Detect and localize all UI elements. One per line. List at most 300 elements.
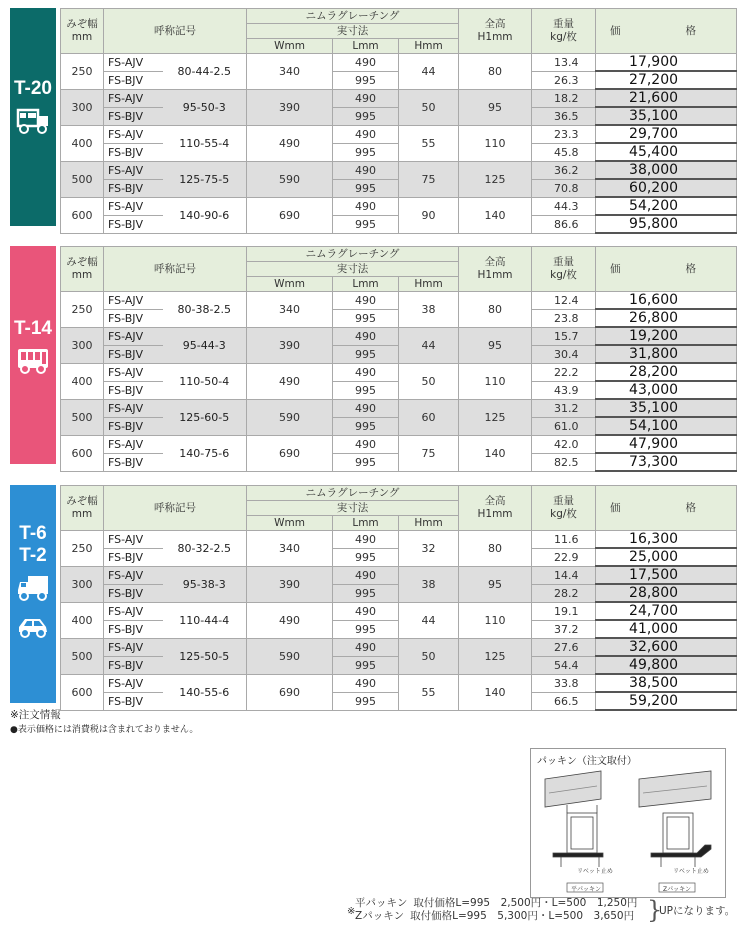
weight-b-cell: 36.5 [532, 107, 596, 125]
spec-table [60, 8, 737, 234]
width-cell: 300 [61, 327, 104, 363]
model-b-cell: FS-BJV [104, 179, 163, 197]
name-cell: 125-60-5 [163, 399, 247, 435]
width-header [61, 486, 104, 531]
price-b-cell: 73,300 [596, 453, 737, 471]
l-long-cell: 995 [333, 309, 399, 327]
packing-prices [347, 896, 736, 924]
h-cell: 75 [399, 435, 459, 471]
l-long-cell: 995 [333, 656, 399, 674]
name-cell: 110-50-4 [163, 363, 247, 399]
width-cell: 600 [61, 674, 104, 710]
packing-suffix: UPになります。 [659, 905, 736, 917]
model-a-cell: FS-AJV [104, 54, 163, 72]
z-packing-row [355, 910, 637, 923]
h-cell: 32 [399, 531, 459, 567]
model-b-cell: FS-BJV [104, 453, 163, 471]
price-b-cell: 35,100 [596, 107, 737, 125]
weight-a-cell: 23.3 [532, 125, 596, 143]
table-row [61, 161, 737, 179]
price-label-b: 格 [685, 262, 697, 275]
weight-b-cell: 26.3 [532, 71, 596, 89]
car-icon [16, 613, 50, 643]
weight-header [532, 247, 596, 292]
truck-icon [16, 106, 50, 140]
weight-a-cell: 44.3 [532, 197, 596, 215]
name-cell: 125-50-5 [163, 638, 247, 674]
l-long-cell: 995 [333, 215, 399, 233]
h-cell: 50 [399, 638, 459, 674]
height-unit: H1mm [477, 31, 513, 43]
l-short-cell: 490 [333, 54, 399, 72]
price-b-cell: 25,000 [596, 548, 737, 566]
h-cell: 75 [399, 161, 459, 197]
h1-cell: 140 [459, 674, 532, 710]
h1-cell: 140 [459, 197, 532, 233]
h-cell: 44 [399, 602, 459, 638]
weight-b-cell: 30.4 [532, 345, 596, 363]
l-short-cell: 490 [333, 125, 399, 143]
l-short-cell: 490 [333, 531, 399, 549]
flat-packing-price: 取付価格L=995 2,500円・L=500 1,250円 [413, 897, 638, 909]
l-long-cell: 995 [333, 143, 399, 161]
weight-a-cell: 42.0 [532, 435, 596, 453]
name-cell: 140-55-6 [163, 674, 247, 710]
model-b-cell: FS-BJV [104, 656, 163, 674]
diagram-flat-label: 平パッキン [571, 886, 601, 893]
section-t6-t2 [0, 485, 741, 709]
l-header: Lmm [333, 39, 399, 54]
h-cell: 60 [399, 399, 459, 435]
table-row [61, 531, 737, 549]
h-cell: 90 [399, 197, 459, 233]
name-cell: 95-50-3 [163, 89, 247, 125]
w-cell: 590 [247, 638, 333, 674]
w-cell: 390 [247, 327, 333, 363]
model-a-cell: FS-AJV [104, 327, 163, 345]
weight-b-cell: 37.2 [532, 620, 596, 638]
weight-b-cell: 54.4 [532, 656, 596, 674]
weight-unit: kg/枚 [550, 31, 577, 43]
weight-a-cell: 22.2 [532, 363, 596, 381]
w-cell: 390 [247, 566, 333, 602]
table-row [61, 54, 737, 72]
name-cell: 140-90-6 [163, 197, 247, 233]
height-label: 全高 [484, 18, 506, 30]
l-short-cell: 490 [333, 292, 399, 310]
name-cell: 80-38-2.5 [163, 292, 247, 328]
model-b-cell: FS-BJV [104, 143, 163, 161]
model-b-cell: FS-BJV [104, 548, 163, 566]
model-b-cell: FS-BJV [104, 309, 163, 327]
weight-b-cell: 22.9 [532, 548, 596, 566]
price-b-cell: 28,800 [596, 584, 737, 602]
width-unit: mm [71, 31, 93, 43]
grating-header: ニムラグレーチング [247, 9, 459, 24]
l-short-cell: 490 [333, 638, 399, 656]
weight-a-cell: 13.4 [532, 54, 596, 72]
h1-cell: 125 [459, 399, 532, 435]
l-short-cell: 490 [333, 89, 399, 107]
height-header [459, 9, 532, 54]
grating-header: ニムラグレーチング [247, 486, 459, 501]
price-label-b: 格 [685, 24, 697, 37]
l-short-cell: 490 [333, 327, 399, 345]
model-a-cell: FS-AJV [104, 125, 163, 143]
model-a-cell: FS-AJV [104, 197, 163, 215]
model-b-cell: FS-BJV [104, 417, 163, 435]
h1-cell: 95 [459, 327, 532, 363]
weight-a-cell: 12.4 [532, 292, 596, 310]
weight-label: 重量 [553, 18, 575, 30]
width-cell: 400 [61, 363, 104, 399]
h-cell: 38 [399, 566, 459, 602]
w-cell: 590 [247, 399, 333, 435]
name-cell: 110-55-4 [163, 125, 247, 161]
grating-header: ニムラグレーチング [247, 247, 459, 262]
l-long-cell: 995 [333, 417, 399, 435]
load-class-code: T-20 [13, 78, 53, 99]
l-short-cell: 490 [333, 602, 399, 620]
l-short-cell: 490 [333, 197, 399, 215]
w-header: Wmm [247, 39, 333, 54]
l-short-cell: 490 [333, 161, 399, 179]
section-t14 [0, 246, 741, 470]
width-cell: 600 [61, 435, 104, 471]
table-row [61, 638, 737, 656]
price-a-cell: 16,600 [596, 292, 737, 310]
h-header: Hmm [399, 277, 459, 292]
width-cell: 250 [61, 292, 104, 328]
truck-small-icon [16, 573, 50, 607]
model-a-cell: FS-AJV [104, 566, 163, 584]
l-long-cell: 995 [333, 692, 399, 710]
height-label: 全高 [484, 495, 506, 507]
model-b-cell: FS-BJV [104, 381, 163, 399]
weight-unit: kg/枚 [550, 508, 577, 520]
load-class-tab [10, 246, 56, 464]
h-cell: 44 [399, 54, 459, 90]
table-row [61, 125, 737, 143]
dims-header: 実寸法 [247, 24, 459, 39]
load-class-tab [10, 8, 56, 226]
width-header [61, 247, 104, 292]
load-class-code: T-6 [19, 523, 47, 544]
l-long-cell: 995 [333, 584, 399, 602]
name-header: 呼称記号 [104, 247, 247, 292]
height-header [459, 247, 532, 292]
h-cell: 44 [399, 327, 459, 363]
model-b-cell: FS-BJV [104, 107, 163, 125]
width-unit: mm [71, 508, 93, 520]
l-long-cell: 995 [333, 107, 399, 125]
price-b-cell: 60,200 [596, 179, 737, 197]
name-cell: 80-32-2.5 [163, 531, 247, 567]
h1-cell: 125 [459, 161, 532, 197]
diagram-rivet-label: リベット止め [577, 868, 613, 875]
price-a-cell: 28,200 [596, 363, 737, 381]
model-a-cell: FS-AJV [104, 435, 163, 453]
width-cell: 400 [61, 602, 104, 638]
weight-a-cell: 14.4 [532, 566, 596, 584]
table-row [61, 435, 737, 453]
price-header [596, 247, 737, 292]
price-b-cell: 59,200 [596, 692, 737, 710]
weight-b-cell: 28.2 [532, 584, 596, 602]
h1-cell: 140 [459, 435, 532, 471]
diagram-rivet-label-2: リベット止め [673, 868, 709, 875]
w-cell: 340 [247, 54, 333, 90]
h-header: Hmm [399, 516, 459, 531]
name-header: 呼称記号 [104, 486, 247, 531]
price-b-cell: 43,000 [596, 381, 737, 399]
width-cell: 300 [61, 89, 104, 125]
packing-mark: ※ [347, 906, 356, 917]
l-short-cell: 490 [333, 399, 399, 417]
h1-cell: 80 [459, 531, 532, 567]
price-a-cell: 38,500 [596, 674, 737, 692]
width-cell: 500 [61, 399, 104, 435]
h-cell: 38 [399, 292, 459, 328]
weight-b-cell: 23.8 [532, 309, 596, 327]
weight-unit: kg/枚 [550, 269, 577, 281]
model-a-cell: FS-AJV [104, 399, 163, 417]
price-a-cell: 17,500 [596, 566, 737, 584]
price-b-cell: 27,200 [596, 71, 737, 89]
price-b-cell: 95,800 [596, 215, 737, 233]
h1-cell: 95 [459, 566, 532, 602]
price-a-cell: 35,100 [596, 399, 737, 417]
w-header: Wmm [247, 516, 333, 531]
weight-b-cell: 43.9 [532, 381, 596, 399]
load-class-code-2: T-2 [19, 545, 47, 566]
w-cell: 490 [247, 363, 333, 399]
price-b-cell: 54,100 [596, 417, 737, 435]
price-b-cell: 26,800 [596, 309, 737, 327]
width-cell: 500 [61, 161, 104, 197]
weight-a-cell: 27.6 [532, 638, 596, 656]
l-long-cell: 995 [333, 620, 399, 638]
weight-a-cell: 33.8 [532, 674, 596, 692]
h1-cell: 95 [459, 89, 532, 125]
h-header: Hmm [399, 39, 459, 54]
l-header: Lmm [333, 277, 399, 292]
spec-table [60, 246, 737, 472]
weight-b-cell: 61.0 [532, 417, 596, 435]
h1-cell: 80 [459, 292, 532, 328]
notes-title: ※注文情報 [10, 709, 61, 721]
flat-packing-row [355, 897, 637, 910]
name-cell: 95-38-3 [163, 566, 247, 602]
width-cell: 500 [61, 638, 104, 674]
packing-drawing [531, 749, 727, 899]
model-a-cell: FS-AJV [104, 161, 163, 179]
table-row [61, 399, 737, 417]
weight-b-cell: 66.5 [532, 692, 596, 710]
table-row [61, 363, 737, 381]
w-cell: 340 [247, 292, 333, 328]
price-b-cell: 45,400 [596, 143, 737, 161]
width-cell: 300 [61, 566, 104, 602]
w-cell: 690 [247, 197, 333, 233]
height-label: 全高 [484, 256, 506, 268]
model-a-cell: FS-AJV [104, 531, 163, 549]
price-a-cell: 21,600 [596, 89, 737, 107]
weight-header [532, 486, 596, 531]
dims-header: 実寸法 [247, 262, 459, 277]
model-a-cell: FS-AJV [104, 363, 163, 381]
l-long-cell: 995 [333, 381, 399, 399]
h1-cell: 125 [459, 638, 532, 674]
table-row [61, 292, 737, 310]
table-row [61, 602, 737, 620]
l-header: Lmm [333, 516, 399, 531]
weight-a-cell: 18.2 [532, 89, 596, 107]
weight-header [532, 9, 596, 54]
weight-a-cell: 36.2 [532, 161, 596, 179]
h-cell: 55 [399, 674, 459, 710]
price-a-cell: 17,900 [596, 54, 737, 72]
load-class-tab [10, 485, 56, 703]
price-a-cell: 54,200 [596, 197, 737, 215]
model-a-cell: FS-AJV [104, 674, 163, 692]
table-row [61, 566, 737, 584]
price-label-a: 価 [610, 24, 621, 37]
flat-packing-name: 平パッキン [355, 897, 408, 909]
width-cell: 600 [61, 197, 104, 233]
l-long-cell: 995 [333, 548, 399, 566]
w-cell: 340 [247, 531, 333, 567]
model-b-cell: FS-BJV [104, 584, 163, 602]
table-row [61, 197, 737, 215]
price-header [596, 486, 737, 531]
z-packing-name: Zパッキン [355, 910, 405, 922]
model-a-cell: FS-AJV [104, 638, 163, 656]
weight-b-cell: 45.8 [532, 143, 596, 161]
weight-a-cell: 11.6 [532, 531, 596, 549]
price-a-cell: 29,700 [596, 125, 737, 143]
model-b-cell: FS-BJV [104, 71, 163, 89]
price-header [596, 9, 737, 54]
l-short-cell: 490 [333, 435, 399, 453]
weight-b-cell: 82.5 [532, 453, 596, 471]
price-b-cell: 41,000 [596, 620, 737, 638]
width-label: みぞ幅 [66, 256, 98, 268]
l-long-cell: 995 [333, 179, 399, 197]
name-cell: 125-75-5 [163, 161, 247, 197]
weight-a-cell: 15.7 [532, 327, 596, 345]
name-header: 呼称記号 [104, 9, 247, 54]
l-short-cell: 490 [333, 674, 399, 692]
height-header [459, 486, 532, 531]
h-cell: 50 [399, 89, 459, 125]
l-short-cell: 490 [333, 566, 399, 584]
model-b-cell: FS-BJV [104, 692, 163, 710]
weight-b-cell: 86.6 [532, 215, 596, 233]
width-label: みぞ幅 [66, 495, 98, 507]
weight-b-cell: 70.8 [532, 179, 596, 197]
name-cell: 95-44-3 [163, 327, 247, 363]
bus-icon [16, 346, 50, 380]
weight-label: 重量 [553, 495, 575, 507]
dims-header: 実寸法 [247, 501, 459, 516]
table-row [61, 674, 737, 692]
name-cell: 140-75-6 [163, 435, 247, 471]
price-a-cell: 47,900 [596, 435, 737, 453]
w-cell: 690 [247, 674, 333, 710]
w-header: Wmm [247, 277, 333, 292]
w-cell: 590 [247, 161, 333, 197]
width-label: みぞ幅 [66, 18, 98, 30]
spec-table [60, 485, 737, 711]
price-label-b: 格 [685, 501, 697, 514]
width-header [61, 9, 104, 54]
price-a-cell: 32,600 [596, 638, 737, 656]
h-cell: 50 [399, 363, 459, 399]
price-label-a: 価 [610, 501, 621, 514]
packing-diagram [530, 748, 726, 898]
price-a-cell: 24,700 [596, 602, 737, 620]
name-cell: 80-44-2.5 [163, 54, 247, 90]
l-long-cell: 995 [333, 453, 399, 471]
w-cell: 490 [247, 602, 333, 638]
model-a-cell: FS-AJV [104, 89, 163, 107]
z-packing-price: 取付価格L=995 5,300円・L=500 3,650円 [410, 910, 635, 922]
section-t20 [0, 8, 741, 232]
h1-cell: 80 [459, 54, 532, 90]
w-cell: 390 [247, 89, 333, 125]
h-cell: 55 [399, 125, 459, 161]
diagram-z-label: Zパッキン [663, 886, 692, 893]
model-a-cell: FS-AJV [104, 602, 163, 620]
l-short-cell: 490 [333, 363, 399, 381]
width-unit: mm [71, 269, 93, 281]
weight-a-cell: 19.1 [532, 602, 596, 620]
load-class-code: T-14 [13, 318, 53, 339]
width-cell: 250 [61, 531, 104, 567]
table-row [61, 89, 737, 107]
w-cell: 690 [247, 435, 333, 471]
weight-a-cell: 31.2 [532, 399, 596, 417]
price-a-cell: 19,200 [596, 327, 737, 345]
price-label-a: 価 [610, 262, 621, 275]
weight-label: 重量 [553, 256, 575, 268]
table-row [61, 327, 737, 345]
name-cell: 110-44-4 [163, 602, 247, 638]
price-a-cell: 38,000 [596, 161, 737, 179]
width-cell: 400 [61, 125, 104, 161]
height-unit: H1mm [477, 508, 513, 520]
model-a-cell: FS-AJV [104, 292, 163, 310]
brace-icon: } [647, 896, 663, 924]
h1-cell: 110 [459, 125, 532, 161]
model-b-cell: FS-BJV [104, 215, 163, 233]
model-b-cell: FS-BJV [104, 620, 163, 638]
price-b-cell: 49,800 [596, 656, 737, 674]
price-a-cell: 16,300 [596, 531, 737, 549]
diagram-title: パッキン（注文取付） [537, 756, 637, 767]
h1-cell: 110 [459, 363, 532, 399]
model-b-cell: FS-BJV [104, 345, 163, 363]
l-long-cell: 995 [333, 71, 399, 89]
l-long-cell: 995 [333, 345, 399, 363]
w-cell: 490 [247, 125, 333, 161]
height-unit: H1mm [477, 269, 513, 281]
notes-tax-line: ●表示価格には消費税は含まれておりません。 [10, 725, 199, 735]
width-cell: 250 [61, 54, 104, 90]
price-b-cell: 31,800 [596, 345, 737, 363]
h1-cell: 110 [459, 602, 532, 638]
